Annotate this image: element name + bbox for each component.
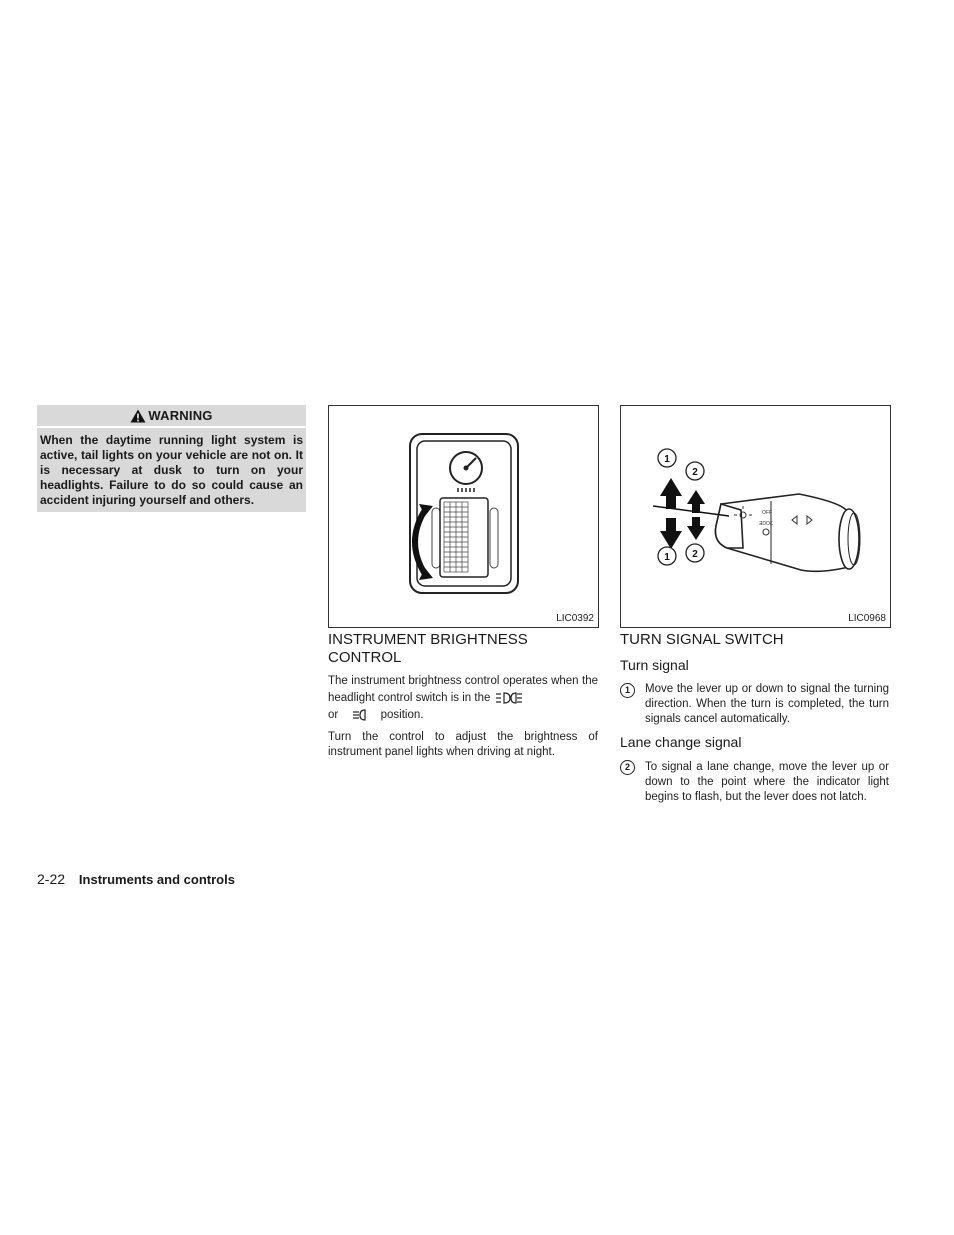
- page-number: 2-22: [37, 871, 66, 887]
- turn-signal-figure: [620, 405, 891, 628]
- item-number-2: 2: [620, 760, 635, 775]
- section-title: Instruments and controls: [78, 872, 235, 887]
- callout-label: 2: [692, 549, 698, 560]
- svg-text:ƎDOƐ: ƎDOƐ: [759, 521, 773, 527]
- callout-label: 1: [664, 454, 670, 465]
- warning-text: When the daytime running light system is active, tail lights on your vehicle are not on. It is necessary at dusk to turn on your headlights. Failure to do so could cause an accident injuring yourself and others.: [40, 433, 303, 507]
- brightness-para1-or: or: [328, 709, 339, 721]
- brightness-paragraph-2: Turn the control to adjust the brightness of instrument panel lights when driving at night.: [328, 731, 598, 758]
- warning-box: [37, 405, 306, 512]
- callout-label: 2: [692, 467, 698, 478]
- brightness-control-illustration: [329, 406, 598, 611]
- warning-header: [37, 405, 306, 428]
- lane-change-item-2: To signal a lane change, move the lever up or down to the point where the indicator light begins to flash, but the lever does not latch.: [645, 761, 889, 803]
- brightness-para1-position: position.: [380, 709, 424, 721]
- gauge-icon: [450, 452, 482, 492]
- brightness-heading: INSTRUMENT BRIGHTNESS CONTROL: [328, 631, 528, 666]
- arrow-2-icon: [687, 490, 705, 540]
- lane-change-subheading: Lane change signal: [620, 734, 742, 750]
- item-number-1: 1: [620, 683, 635, 698]
- turn-signal-illustration: [621, 406, 890, 611]
- figure-code: LIC0968: [848, 613, 886, 624]
- turn-signal-heading: TURN SIGNAL SWITCH: [620, 631, 784, 648]
- brightness-para1-text: The instrument brightness control operates when the headlight control switch is in the: [328, 675, 598, 704]
- figure-code: LIC0392: [556, 613, 594, 624]
- brightness-paragraph-1: [328, 673, 598, 724]
- turn-signal-item-1: Move the lever up or down to signal the turning direction. When the turn is completed, the turn signals cancel automatically.: [645, 683, 889, 725]
- warning-title: WARNING: [148, 408, 213, 423]
- svg-text:OFF: OFF: [762, 510, 772, 516]
- brightness-control-figure: [328, 405, 599, 628]
- callout-label: 1: [664, 552, 670, 563]
- page-footer: [37, 871, 235, 887]
- arrow-1-icon: [660, 478, 682, 549]
- turn-signal-subheading: Turn signal: [620, 657, 689, 673]
- headlight-icon: [341, 709, 377, 721]
- parking-light-icon: [494, 692, 524, 704]
- warning-triangle-icon: [130, 409, 146, 423]
